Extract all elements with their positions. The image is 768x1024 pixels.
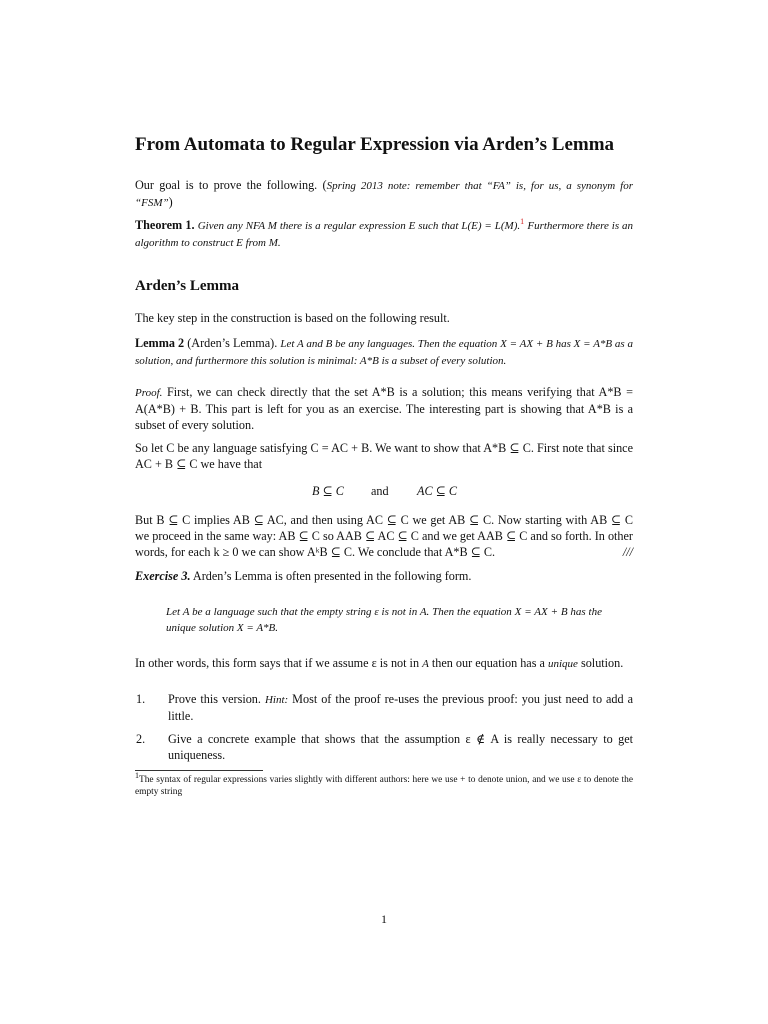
other-words-post: solution. (577, 656, 624, 670)
section-heading: Arden’s Lemma (135, 278, 240, 294)
list-item (136, 731, 633, 763)
display-and: and (371, 484, 389, 498)
theorem-text-continued: Furthermore there is an algorithm to construct E from M. (135, 220, 634, 249)
theorem-label: Theorem 1. (135, 218, 195, 232)
footnote-marker[interactable]: 1 (520, 216, 525, 226)
list-item (136, 691, 633, 724)
list-item-number: 1. (136, 692, 146, 706)
hint-label: Hint: (264, 694, 289, 706)
lemma-block (135, 335, 633, 369)
paragraph-c: So let C be any language satisfying C = AC + B. We want to show that A*B ⊆ C. First note that since AC + B ⊆ C we have that (135, 441, 633, 471)
intro-close: ) (168, 195, 173, 209)
proof-label: Proof. (135, 387, 163, 399)
other-words-paragraph (135, 655, 633, 672)
theorem-block (135, 217, 633, 251)
exercise-block (135, 568, 633, 584)
display-right: AC ⊆ C (417, 484, 458, 498)
footnote (135, 770, 633, 798)
proof-text: First, we can check directly that the set A*B is a solution; this means verifying that A*B = A(A*B) + B. This part is left for you as an exercise. The interesting part is showing that A*B is a subset of every solution. (135, 385, 633, 432)
page-title: From Automata to Regular Expression via Arden’s Lemma (135, 134, 615, 155)
display-left: B ⊆ C (312, 484, 344, 498)
footnote-number: 1 (135, 770, 139, 780)
exercise-text: Arden’s Lemma is often presented in the following form. (192, 569, 472, 583)
other-words-mid: then our equation has a (428, 656, 548, 670)
lemma-name: (Arden’s Lemma). (187, 336, 278, 350)
list-item-number: 2. (136, 732, 146, 746)
page-number: 1 (381, 912, 387, 926)
key-step-paragraph: The key step in the construction is based on the following result. (135, 311, 450, 325)
list-item-text: Give a concrete example that shows that the assumption ε ∉ A is really necessary to get uniqueness. (168, 732, 633, 762)
list-item-text: Prove this version. (168, 692, 265, 706)
other-words-unique: unique (547, 658, 578, 670)
intro-text: Our goal is to prove the following. ( (135, 178, 327, 192)
footnote-rule (135, 770, 263, 771)
footnote-text: The syntax of regular expressions varies slightly with different authors: here we use + to denote union, and we use ε to denote the empty string (135, 775, 633, 797)
other-words-pre: In other words, this form says that if we assume ε is not in (135, 656, 423, 670)
list-item-text-continued: Most of the proof re-uses the previous proof: you just need to add a little. (168, 692, 634, 723)
arden-quote: Let A be a language such that the empty string ε is not in A. Then the equation X = AX + B has the unique solution X = A*B. (166, 606, 602, 634)
intro-paragraph (135, 177, 633, 211)
intro-note: Spring 2013 note: remember that “FA” is, for us, a synonym for “FSM” (135, 180, 634, 209)
paragraph-but-text: But B ⊆ C implies AB ⊆ AC, and then using AC ⊆ C we get AB ⊆ C. Now starting with AB ⊆ C we proceed in the same way: AB ⊆ C so AAB ⊆ AC ⊆ C and we get AAB ⊆ C and so forth. In other words, for each k ≥ 0 we can show AᵏB ⊆ C. We conclude that A*B ⊆ C. (135, 513, 633, 559)
qed-mark: /// (622, 545, 633, 559)
exercise-label: Exercise 3. (135, 569, 191, 583)
other-words-a: A (422, 658, 429, 670)
lemma-text: Let A and B be any languages. Then the equation X = AX + B has X = A*B as a solution, and furthermore this solution is minimal: A*B is a subset of every solution. (135, 338, 634, 367)
proof-paragraph (135, 384, 633, 433)
theorem-text: Given any NFA M there is a regular expression E such that L(E) = L(M). (197, 220, 521, 232)
lemma-label: Lemma 2 (135, 336, 185, 350)
paragraph-but (135, 512, 633, 560)
